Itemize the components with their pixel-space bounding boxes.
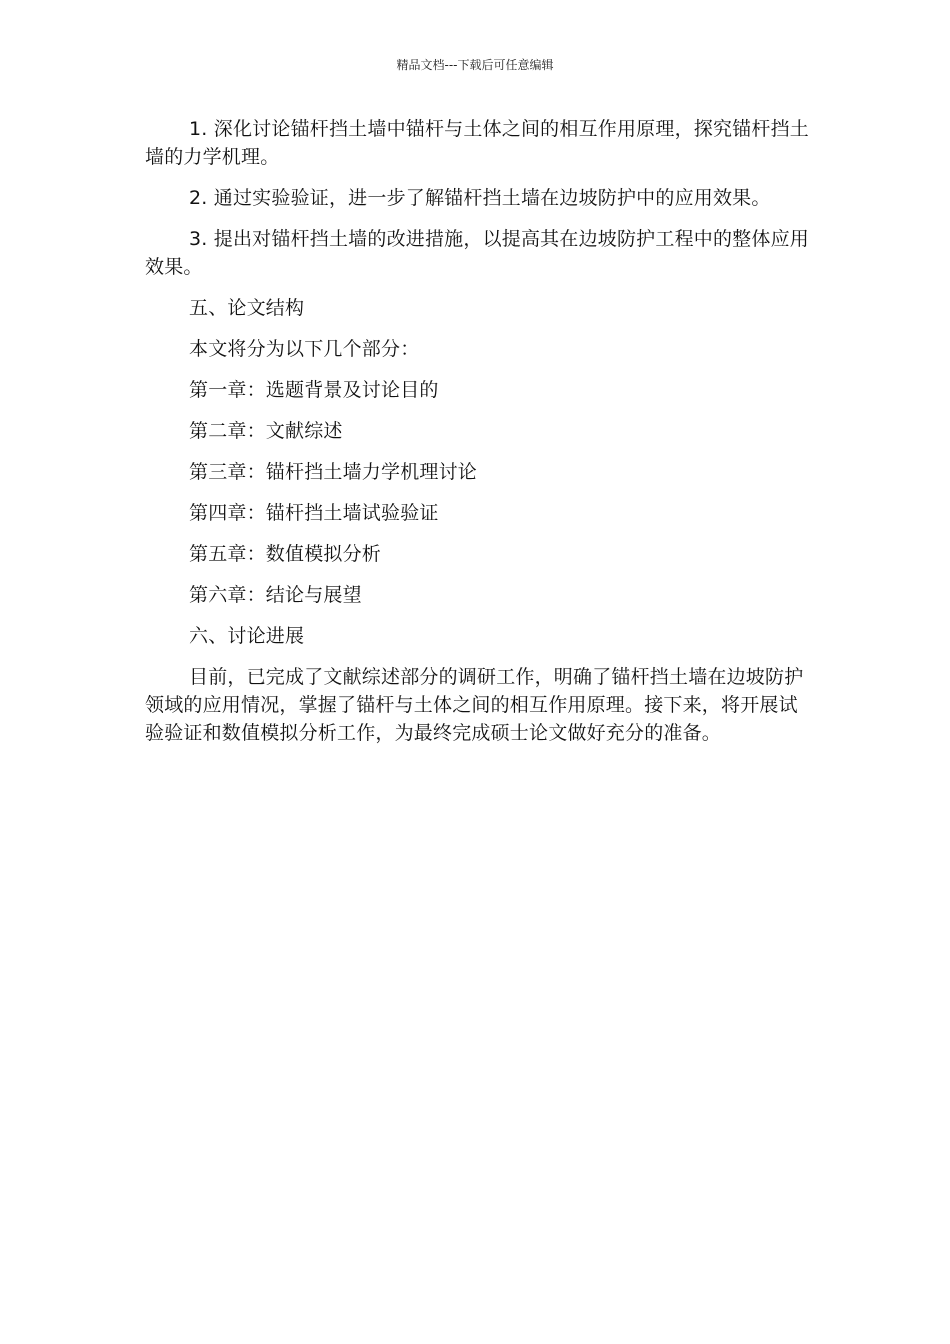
chapter-6: 第六章：结论与展望 [189,584,362,606]
objective-item-2: 2. 通过实验验证，进一步了解锚杆挡土墙在边坡防护中的应用效果。 [189,187,771,209]
section-heading-progress: 六、讨论进展 [189,625,305,647]
objective-item-3: 3. 提出对锚杆挡土墙的改进措施，以提高其在边坡防护工程中的整体应用效果。 [145,228,809,278]
chapter-5: 第五章：数值模拟分析 [189,543,382,565]
section-heading-structure: 五、论文结构 [189,297,305,319]
structure-intro: 本文将分为以下几个部分： [189,338,420,360]
page-header: 精品文档---下载后可任意编辑 [396,58,554,72]
document-body [145,115,810,760]
chapter-2: 第二章：文献综述 [189,420,343,442]
objective-item-1: 1. 深化讨论锚杆挡土墙中锚杆与土体之间的相互作用原理，探究锚杆挡土墙的力学机理。 [145,118,809,168]
chapter-1: 第一章：选题背景及讨论目的 [189,379,439,401]
progress-paragraph: 目前，已完成了文献综述部分的调研工作，明确了锚杆挡土墙在边坡防护领域的应用情况，掌握了锚杆与土体之间的相互作用原理。接下来，将开展试验验证和数值模拟分析工作，为最终完成硕士论文做好充分的准备。 [145,666,804,744]
chapter-4: 第四章：锚杆挡土墙试验验证 [189,502,439,524]
chapter-3: 第三章：锚杆挡土墙力学机理讨论 [189,461,478,483]
